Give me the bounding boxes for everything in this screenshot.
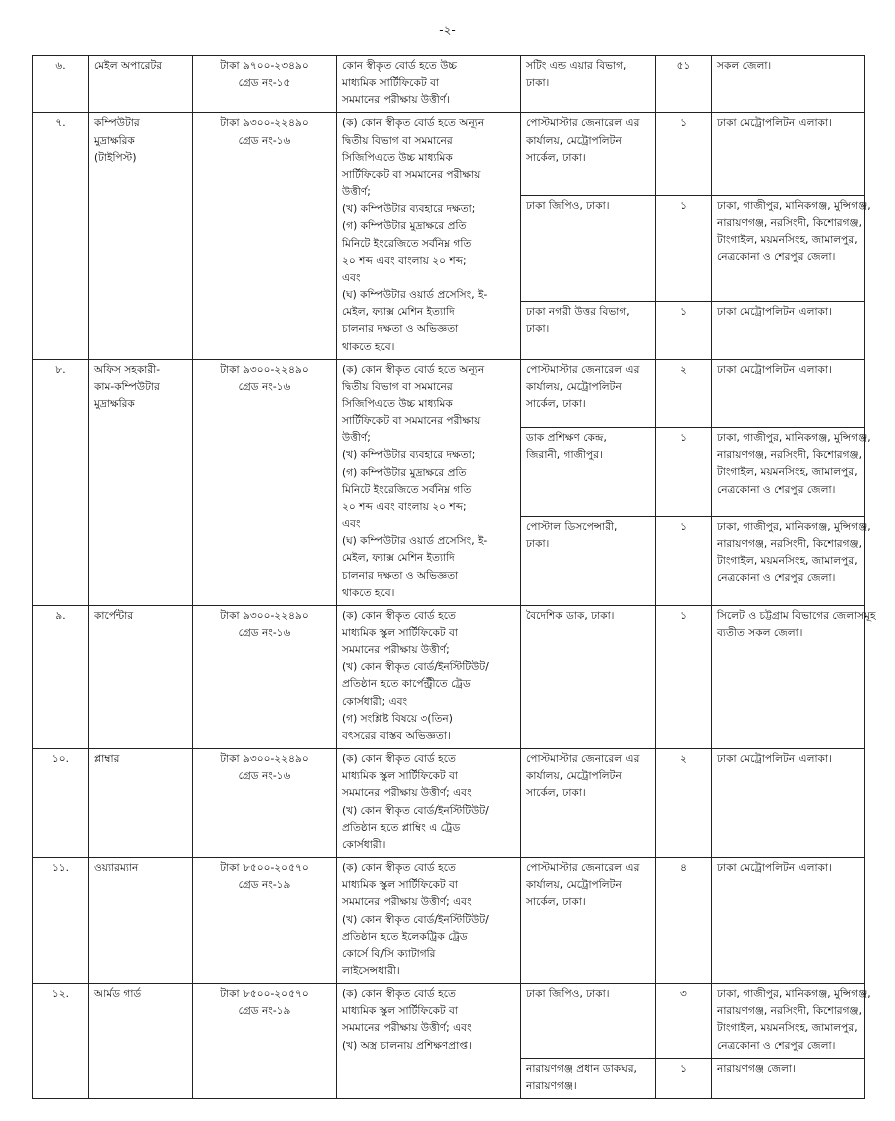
qualification-line: মাধ্যমিক স্কুল সার্টিফিকেট বা <box>342 879 458 892</box>
pay-scale-line: টাকা ৯৭০০-২৩৪৯০ <box>220 60 309 72</box>
qualification-line: সার্টিফিকেট বা সমমানের পরীক্ষায় <box>342 415 481 428</box>
serial-number <box>33 359 89 605</box>
post-count-line: ৫১ <box>676 60 691 72</box>
qualification-line: মাধ্যমিক স্কুল সার্টিফিকেট বা <box>342 1005 458 1018</box>
qualification-line: সিজিপিএতে উচ্চ মাধ্যমিক <box>342 151 453 164</box>
eligible-districts-line: টাংগাইল, ময়মনসিংহ, জামালপুর, <box>717 1022 858 1035</box>
post-name <box>89 56 193 113</box>
qualification <box>337 56 521 113</box>
post-count <box>656 605 712 748</box>
office-name-line: পোস্টাল ডিসপেন্সারী, <box>526 520 618 533</box>
serial-number-line: ১০. <box>51 753 70 766</box>
post-name-line: ওয়্যারম্যান <box>94 862 139 875</box>
serial-number <box>33 605 89 748</box>
table-row <box>33 749 865 858</box>
post-count <box>656 113 712 195</box>
table-row <box>33 359 865 427</box>
recruitment-table <box>32 55 876 1099</box>
pay-scale-line: টাকা ৯৩০০-২২৪৯০ <box>220 609 309 622</box>
office-name-line: সার্কেল, ঢাকা। <box>526 896 586 909</box>
eligible-districts-line: নারায়ণগঞ্জ, নরসিংদী, কিশোরগঞ্জ, <box>717 216 862 229</box>
qualification-line: কোন স্বীকৃত বোর্ড হতে উচ্চ <box>342 60 457 72</box>
eligible-districts <box>712 428 871 517</box>
post-count <box>656 749 712 858</box>
eligible-districts-line: নেত্রকোনা ও শেরপুর জেলা। <box>717 572 836 585</box>
post-name-line: প্লাম্বার <box>94 753 120 766</box>
qualification-line: বৎসরের বাস্তব অভিজ্ঞতা। <box>342 729 451 742</box>
eligible-districts-line: নেত্রকোনা ও শেরপুর জেলা। <box>717 1039 836 1052</box>
eligible-districts-line: ঢাকা মেট্রোপলিটন এলাকা। <box>717 363 832 376</box>
post-name-line: কার্পেন্টার <box>94 609 134 622</box>
post-count-line: ১ <box>680 117 687 130</box>
office-name-line: কার্যালয়, মেট্রোপলিটন <box>526 879 622 892</box>
post-name-line: আর্মড গার্ড <box>94 988 142 1001</box>
page-number: -২- <box>439 23 456 37</box>
recruitment-table-body <box>33 56 876 1099</box>
office-name <box>521 749 656 858</box>
post-name <box>89 605 193 748</box>
qualification-line: ২০ শব্দ এবং বাংলায় ২০ শব্দ; <box>342 500 467 513</box>
pay-scale <box>193 113 337 359</box>
qualification-line: উত্তীর্ণ; <box>342 186 371 199</box>
office-name <box>521 858 656 984</box>
qualification-line: (ক) কোন স্বীকৃত বোর্ড হতে <box>342 862 456 875</box>
eligible-districts <box>712 195 871 302</box>
qualification-line: সার্টিফিকেট বা সমমানের পরীক্ষায় <box>342 168 481 181</box>
pay-scale-line: গ্রেড নং-১৬ <box>238 134 291 147</box>
pay-scale-line: টাকা ৯৩০০-২২৪৯০ <box>220 363 309 376</box>
qualification-line: সমমানের পরীক্ষায় উত্তীর্ণ; এবং <box>342 787 472 800</box>
eligible-districts <box>712 1058 865 1098</box>
qualification-line: (খ) কোন স্বীকৃত বোর্ড/ইনস্টিটিউট/ <box>342 661 489 674</box>
post-count-line: ১ <box>680 306 687 319</box>
pay-scale-line: টাকা ৯৩০০-২২৪৯০ <box>220 753 309 766</box>
pay-scale-line: গ্রেড নং-১৬ <box>238 770 291 783</box>
serial-number <box>33 858 89 984</box>
qualification-line: (গ) সংশ্লিষ্ট বিষয়ে ৩(তিন) <box>342 712 453 725</box>
eligible-districts <box>712 56 865 113</box>
eligible-districts <box>712 984 871 1059</box>
qualification <box>337 359 521 605</box>
table-row <box>33 984 865 1059</box>
office-name-line: নারায়ণগঞ্জ প্রধান ডাকঘর, <box>526 1062 637 1075</box>
pay-scale-line: গ্রেড নং-১৫ <box>238 77 291 90</box>
eligible-districts-line: ঢাকা, গাজীপুর, মানিকগঞ্জ, মুন্সিগঞ্জ, <box>717 199 871 212</box>
post-count-line: ৩ <box>680 988 687 1001</box>
office-name-line: ঢাকা। <box>526 538 550 551</box>
eligible-districts-line: সিলেট ও চট্টগ্রাম বিভাগের জেলাসমূহ <box>717 609 876 622</box>
qualification-line: মেইল, ফ্যাক্স মেশিন ইত্যাদি <box>342 552 455 565</box>
pay-scale <box>193 56 337 113</box>
pay-scale-line: গ্রেড নং-১৯ <box>238 879 291 892</box>
qualification-line: ২০ শব্দ এবং বাংলায় ২০ শব্দ; <box>342 254 467 267</box>
eligible-districts <box>712 113 865 195</box>
eligible-districts-line: নেত্রকোনা ও শেরপুর জেলা। <box>717 251 836 263</box>
qualification-line: (খ) অস্ত্র চালনায় প্রশিক্ষণপ্রাপ্ত। <box>342 1039 472 1052</box>
eligible-districts <box>712 302 865 360</box>
eligible-districts-line: নেত্রকোনা ও শেরপুর জেলা। <box>717 483 836 496</box>
eligible-districts-line: ঢাকা মেট্রোপলিটন এলাকা। <box>717 753 832 766</box>
eligible-districts-line: ঢাকা মেট্রোপলিটন এলাকা। <box>717 862 832 875</box>
eligible-districts-line: ঢাকা, গাজীপুর, মানিকগঞ্জ, মুন্সিগঞ্জ, <box>717 520 871 533</box>
pay-scale-line: টাকা ৮৫০০-২০৫৭০ <box>220 862 309 875</box>
serial-number-line: ১২. <box>51 988 70 1001</box>
office-name <box>521 1058 656 1098</box>
office-name <box>521 359 656 427</box>
office-name-line: নারায়ণগঞ্জ। <box>526 1079 577 1092</box>
office-name-line: সার্কেল, ঢাকা। <box>526 151 586 164</box>
table-row <box>33 605 865 748</box>
eligible-districts-line: টাংগাইল, ময়মনসিংহ, জামালপুর, <box>717 466 858 479</box>
eligible-districts-line: নারায়ণগঞ্জ, নরসিংদী, কিশোরগঞ্জ, <box>717 538 862 551</box>
qualification <box>337 858 521 984</box>
qualification-line: এবং <box>342 518 361 531</box>
serial-number <box>33 984 89 1099</box>
pay-scale <box>193 359 337 605</box>
qualification-line: (ক) কোন স্বীকৃত বোর্ড হতে <box>342 753 456 766</box>
eligible-districts-line: ঢাকা, গাজীপুর, মানিকগঞ্জ, মুন্সিগঞ্জ, <box>717 988 871 1001</box>
post-name-line: কাম-কম্পিউটার <box>94 380 160 393</box>
office-name <box>521 302 656 360</box>
post-name-line: মুদ্রাক্ষরিক <box>94 134 135 147</box>
qualification-line: কোর্সধারী; এবং <box>342 695 408 708</box>
qualification <box>337 984 521 1099</box>
office-name-line: ঢাকা জিপিও, ঢাকা। <box>526 199 610 212</box>
eligible-districts-line: টাংগাইল, ময়মনসিংহ, জামালপুর, <box>717 233 858 246</box>
qualification-line: এবং <box>342 271 361 284</box>
qualification-line: মাধ্যমিক স্কুল সার্টিফিকেট বা <box>342 770 458 783</box>
post-count-line: ১ <box>680 199 687 212</box>
qualification-line: সিজিপিএতে উচ্চ মাধ্যমিক <box>342 397 453 410</box>
post-name <box>89 749 193 858</box>
post-count <box>656 302 712 360</box>
qualification-line: মেইল, ফ্যাক্স মেশিন ইত্যাদি <box>342 306 455 319</box>
eligible-districts-line: ঢাকা, গাজীপুর, মানিকগঞ্জ, মুন্সিগঞ্জ, <box>717 432 871 445</box>
office-name <box>521 428 656 517</box>
qualification-line: (গ) কম্পিউটার মুদ্রাক্ষরে প্রতি <box>342 466 467 479</box>
post-name-line: মেইল অপারেটর <box>94 60 163 72</box>
post-name <box>89 858 193 984</box>
qualification-line: মিনিটে ইংরেজিতে সর্বনিম্ন গতি <box>342 483 472 496</box>
serial-number-line: ১১. <box>51 862 70 875</box>
qualification-line: (খ) কম্পিউটার ব্যবহারে দক্ষতা; <box>342 449 476 462</box>
qualification-line: (ক) কোন স্বীকৃত বোর্ড হতে অন্যূন <box>342 117 485 130</box>
office-name-line: পোস্টমাস্টার জেনারেল এর <box>526 753 640 766</box>
pay-scale-line: টাকা ৮৫০০-২০৫৭০ <box>220 988 309 1001</box>
qualification <box>337 113 521 359</box>
qualification-line: (ক) কোন স্বীকৃত বোর্ড হতে <box>342 988 456 1001</box>
office-name-line: পোস্টমাস্টার জেনারেল এর <box>526 117 640 130</box>
qualification-line: প্রতিষ্ঠান হতে কার্পেন্ট্রীতে ট্রেড <box>342 678 471 691</box>
qualification-line: (খ) কোন স্বীকৃত বোর্ড/ইনস্টিটিউট/ <box>342 913 489 926</box>
post-name <box>89 984 193 1099</box>
post-count-line: ১ <box>680 432 687 445</box>
office-name-line: সটিং এন্ড এয়ার বিভাগ, <box>526 60 627 72</box>
serial-number <box>33 749 89 858</box>
office-name <box>521 56 656 113</box>
qualification-line: দ্বিতীয় বিভাগ বা সমমানের <box>342 380 453 393</box>
post-count <box>656 516 712 605</box>
serial-number-line: ৬. <box>55 60 66 72</box>
qualification-line: মাধ্যমিক স্কুল সার্টিফিকেট বা <box>342 627 458 639</box>
qualification-line: প্রতিষ্ঠান হতে প্লাম্বিং এ ট্রেড <box>342 821 461 834</box>
qualification-line: (ক) কোন স্বীকৃত বোর্ড হতে অন্যূন <box>342 363 485 376</box>
eligible-districts-line: সকল জেলা। <box>717 60 772 72</box>
post-count <box>656 195 712 302</box>
post-count-line: ১ <box>680 609 687 622</box>
post-count-line: ১ <box>680 1062 687 1075</box>
pay-scale-line: গ্রেড নং-১৬ <box>238 627 291 639</box>
qualification <box>337 749 521 858</box>
office-name-line: ঢাকা। <box>526 323 550 336</box>
qualification-line: (ঘ) কম্পিউটার ওয়ার্ড প্রসেসিং, ই- <box>342 535 488 548</box>
post-count-line: ১ <box>680 520 687 533</box>
post-name-line: কম্পিউটার <box>94 117 140 130</box>
post-count <box>656 858 712 984</box>
qualification-line: প্রতিষ্ঠান হতে ইলেকট্রিক ট্রেড <box>342 930 468 943</box>
post-count <box>656 984 712 1059</box>
qualification-line: সমমানের পরীক্ষায় উত্তীর্ণ; এবং <box>342 896 472 909</box>
post-count <box>656 428 712 517</box>
post-name-line: অফিস সহকারী- <box>94 363 161 376</box>
eligible-districts-line: নারায়ণগঞ্জ, নরসিংদী, কিশোরগঞ্জ, <box>717 1005 862 1018</box>
qualification-line: মাধ্যমিক সার্টিফিকেট বা <box>342 77 440 90</box>
qualification-line: সমমানের পরীক্ষায় উত্তীর্ণ। <box>342 94 450 107</box>
serial-number-line: ৮. <box>55 363 66 376</box>
table-row <box>33 858 865 984</box>
qualification-line: থাকতে হবে। <box>342 340 395 353</box>
serial-number <box>33 56 89 113</box>
office-name-line: সার্কেল, ঢাকা। <box>526 397 586 410</box>
eligible-districts-line: টাংগাইল, ময়মনসিংহ, জামালপুর, <box>717 555 858 568</box>
office-name-line: ঢাকা নগরী উত্তর বিভাগ, <box>526 306 630 319</box>
post-count-line: ২ <box>680 363 687 376</box>
qualification-line: (খ) কোন স্বীকৃত বোর্ড/ইনস্টিটিউট/ <box>342 804 489 817</box>
eligible-districts <box>712 516 871 605</box>
office-name-line: বৈদেশিক ডাক, ঢাকা। <box>526 609 615 622</box>
qualification-line: (ঘ) কম্পিউটার ওয়ার্ড প্রসেসিং, ই- <box>342 289 488 302</box>
eligible-districts <box>712 359 865 427</box>
qualification-line: (ক) কোন স্বীকৃত বোর্ড হতে <box>342 609 456 622</box>
qualification-line: সমমানের পরীক্ষায় উত্তীর্ণ; <box>342 644 450 657</box>
eligible-districts <box>712 858 865 984</box>
post-count-line: ৪ <box>680 862 687 875</box>
post-count <box>656 1058 712 1098</box>
pay-scale-line: গ্রেড নং-১৯ <box>238 1005 291 1018</box>
qualification-line: মিনিটে ইংরেজিতে সর্বনিম্ন গতি <box>342 237 472 250</box>
qualification-line: লাইসেন্সধারী। <box>342 964 400 977</box>
office-name-line: জিরানী, গাজীপুর। <box>526 449 603 462</box>
post-count <box>656 359 712 427</box>
pay-scale-line: টাকা ৯৩০০-২২৪৯০ <box>220 117 309 130</box>
office-name <box>521 516 656 605</box>
pay-scale <box>193 749 337 858</box>
eligible-districts-line: নারায়ণগঞ্জ জেলা। <box>717 1062 796 1075</box>
eligible-districts-line: ঢাকা মেট্রোপলিটন এলাকা। <box>717 117 832 130</box>
qualification-line: থাকতে হবে। <box>342 586 395 599</box>
post-name-line: (টাইপিস্ট) <box>94 151 137 164</box>
office-name-line: কার্যালয়, মেট্রোপলিটন <box>526 380 622 393</box>
office-name-line: ঢাকা। <box>526 77 550 90</box>
qualification-line: চালনার দক্ষতা ও অভিজ্ঞতা <box>342 323 459 336</box>
pay-scale <box>193 984 337 1099</box>
eligible-districts-line: ঢাকা মেট্রোপলিটন এলাকা। <box>717 306 832 319</box>
office-name-line: ঢাকা জিপিও, ঢাকা। <box>526 988 610 1001</box>
office-name-line: কার্যালয়, মেট্রোপলিটন <box>526 134 622 147</box>
office-name <box>521 113 656 195</box>
office-name-line: কার্যালয়, মেট্রোপলিটন <box>526 770 622 783</box>
office-name-line: সার্কেল, ঢাকা। <box>526 787 586 800</box>
qualification <box>337 605 521 748</box>
office-name <box>521 195 656 302</box>
office-name <box>521 984 656 1059</box>
post-count-line: ২ <box>680 753 687 766</box>
pay-scale-line: গ্রেড নং-১৬ <box>238 380 291 393</box>
eligible-districts-line: নারায়ণগঞ্জ, নরসিংদী, কিশোরগঞ্জ, <box>717 449 862 462</box>
office-name <box>521 605 656 748</box>
post-count <box>656 56 712 113</box>
office-name-line: ডাক প্রশিক্ষণ কেন্দ্র, <box>526 432 607 445</box>
post-name-line: মুদ্রাক্ষরিক <box>94 397 135 410</box>
serial-number-line: ৯. <box>55 609 66 622</box>
office-name-line: পোস্টমাস্টার জেনারেল এর <box>526 862 640 875</box>
eligible-districts-line: ব্যতীত সকল জেলা। <box>717 627 803 639</box>
table-row <box>33 56 865 113</box>
serial-number-line: ৭. <box>55 117 66 130</box>
table-row <box>33 113 865 195</box>
office-name-line: পোস্টমাস্টার জেনারেল এর <box>526 363 640 376</box>
qualification-line: দ্বিতীয় বিভাগ বা সমমানের <box>342 134 453 147</box>
qualification-line: কোর্সধারী। <box>342 838 386 851</box>
eligible-districts <box>712 605 876 748</box>
pay-scale <box>193 605 337 748</box>
qualification-line: সমমানের পরীক্ষায় উত্তীর্ণ; এবং <box>342 1022 472 1035</box>
eligible-districts <box>712 749 865 858</box>
post-name <box>89 359 193 605</box>
pay-scale <box>193 858 337 984</box>
qualification-line: চালনার দক্ষতা ও অভিজ্ঞতা <box>342 569 459 582</box>
qualification-line: (খ) কম্পিউটার ব্যবহারে দক্ষতা; <box>342 203 476 216</box>
post-name <box>89 113 193 359</box>
serial-number <box>33 113 89 359</box>
qualification-line: উত্তীর্ণ; <box>342 432 371 445</box>
qualification-line: কোর্সে বি/সি ক্যাটাগরি <box>342 947 436 960</box>
qualification-line: (গ) কম্পিউটার মুদ্রাক্ষরে প্রতি <box>342 220 467 233</box>
